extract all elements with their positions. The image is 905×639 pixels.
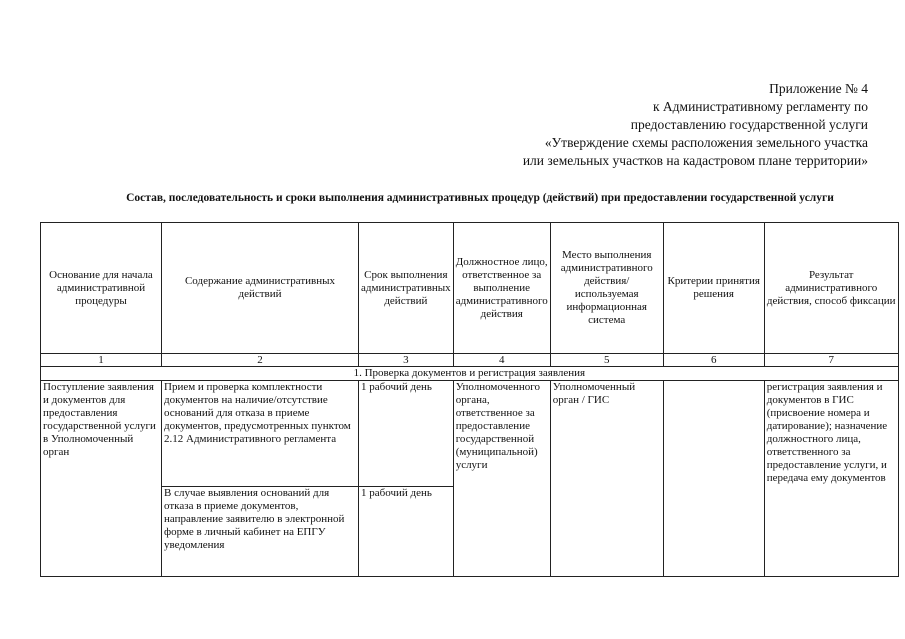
appendix-header — [523, 80, 868, 170]
header-basis: Основание для начала административной процедуры — [41, 223, 162, 354]
column-number: 6 — [663, 354, 764, 367]
header-criteria: Критерии принятия решения — [663, 223, 764, 354]
column-number: 7 — [764, 354, 898, 367]
section-row — [41, 367, 899, 381]
column-number: 1 — [41, 354, 162, 367]
section-title: 1. Проверка документов и регистрация заявления — [41, 367, 899, 381]
column-numbers-row — [41, 354, 899, 367]
column-number: 5 — [550, 354, 663, 367]
column-number: 4 — [453, 354, 550, 367]
header-action: Содержание административных действий — [162, 223, 359, 354]
header-row — [41, 223, 899, 354]
cell-official: Уполномоченного органа, ответственное за предоставление государственной (муниципальной) услуги — [453, 381, 550, 577]
appendix-line-1: Приложение № 4 — [769, 81, 868, 96]
document-title: Состав, последовательность и сроки выполнения административных процедур (действий) при предоставлении государственной услуги — [126, 192, 834, 204]
appendix-line-3: предоставлению государственной услуги — [630, 117, 868, 132]
header-term: Срок выполнения административных действий — [359, 223, 454, 354]
appendix-line-2: к Административному регламенту по — [652, 99, 868, 114]
cell-place: Уполномоченный орган / ГИС — [550, 381, 663, 577]
cell-action-1: Прием и проверка комплектности документов на наличие/отсутствие оснований для отказа в приеме документов, предусмотренных пунктом 2.12 Административного регламента — [162, 381, 359, 487]
cell-result: регистрация заявления и документов в ГИС (присвоение номера и датирование); назначение должностного лица, ответственного за предоставление услуги, и передача ему документов — [764, 381, 898, 577]
cell-action-2: В случае выявления оснований для отказа в приеме документов, направление заявителю в электронной форме в личный кабинет на ЕПГУ уведомления — [162, 487, 359, 577]
cell-term-2: 1 рабочий день — [359, 487, 454, 577]
cell-term-1: 1 рабочий день — [359, 381, 454, 487]
column-number: 2 — [162, 354, 359, 367]
appendix-line-4: «Утверждение схемы расположения земельного участка — [544, 135, 868, 150]
table-row — [41, 381, 899, 487]
cell-criteria — [663, 381, 764, 577]
cell-basis: Поступление заявления и документов для предоставления государственной услуги в Уполномоченный орган — [41, 381, 162, 577]
column-number: 3 — [359, 354, 454, 367]
procedures-table — [40, 222, 899, 577]
appendix-line-5: или земельных участков на кадастровом плане территории» — [522, 153, 868, 168]
header-result: Результат административного действия, способ фиксации — [764, 223, 898, 354]
header-official: Должностное лицо, ответственное за выполнение административного действия — [453, 223, 550, 354]
header-place: Место выполнения административного действия/ используемая информационная система — [550, 223, 663, 354]
